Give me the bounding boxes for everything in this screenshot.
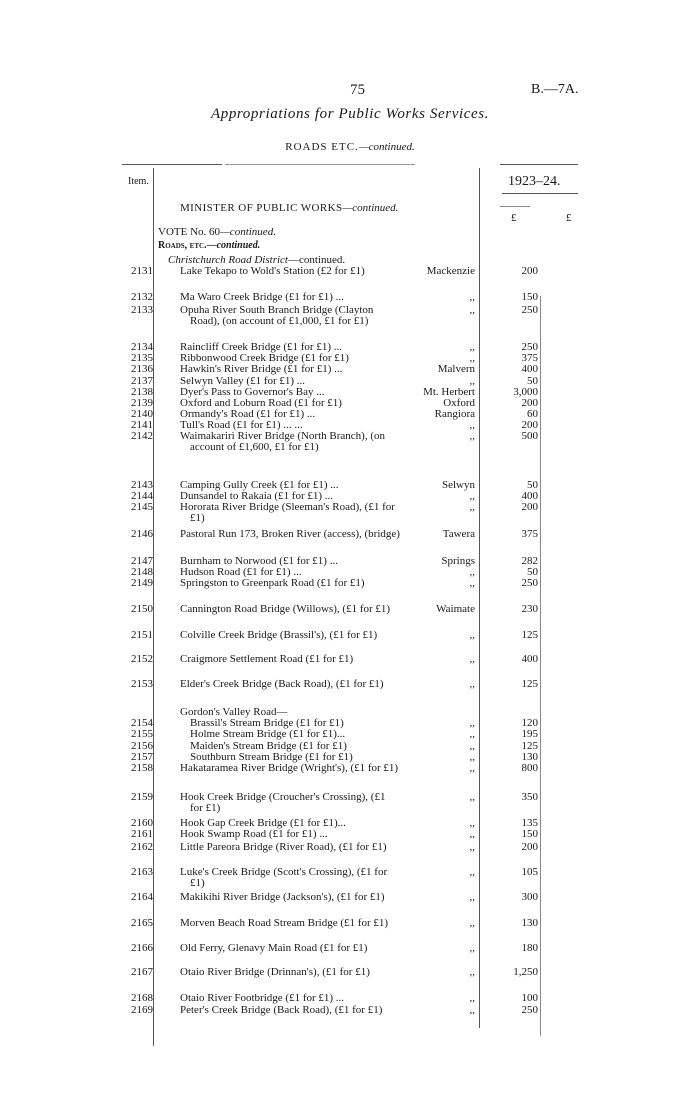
item-district: ,, <box>469 490 475 502</box>
item-description: Burnham to Norwood (£1 for £1) ... <box>180 555 338 567</box>
item-description: Opuha River South Branch Bridge (Clayton Road), (on account of £1,000, £1 for £1) <box>180 304 374 328</box>
item-district: ,, <box>469 430 475 442</box>
amount-column-rule-right <box>540 296 541 1036</box>
item-description: Peter's Creek Bridge (Back Road), (£1 for £1) <box>180 1004 383 1016</box>
item-description: Waimakariri River Bridge (North Branch), (on account of £1,600, £1 for £1) <box>180 430 385 454</box>
item-number: 2135 <box>131 352 153 364</box>
item-district: ,, <box>469 375 475 387</box>
item-amount: 375 <box>521 352 538 364</box>
item-description: Ma Waro Creek Bridge (£1 for £1) ... <box>180 291 344 303</box>
item-amount: 400 <box>521 490 538 502</box>
item-amount: 130 <box>521 751 538 763</box>
item-amount: 125 <box>521 629 538 641</box>
item-description: Maiden's Stream Bridge (£1 for £1) <box>190 740 347 752</box>
item-amount: 130 <box>521 917 538 929</box>
ministry-continued: —continued. <box>342 202 399 214</box>
item-district: ,, <box>469 629 475 641</box>
item-number: 2147 <box>131 555 153 567</box>
item-district: ,, <box>469 419 475 431</box>
vote-label: VOTE No. 60 <box>158 226 221 238</box>
item-district: ,, <box>469 653 475 665</box>
item-amount: 50 <box>527 375 538 387</box>
item-amount: 250 <box>521 304 538 316</box>
item-district: ,, <box>469 728 475 740</box>
item-amount: 1,250 <box>513 966 538 978</box>
item-amount: 282 <box>521 555 538 567</box>
item-district: ,, <box>469 304 475 316</box>
item-district: ,, <box>469 762 475 774</box>
year-column-header: 1923–24. <box>508 174 561 189</box>
pound-rule <box>500 206 530 207</box>
item-amount: 105 <box>521 866 538 878</box>
item-district: ,, <box>469 966 475 978</box>
item-amount: 500 <box>521 430 538 442</box>
vote-continued: —continued. <box>220 226 276 238</box>
item-district: Springs <box>441 555 475 567</box>
roads-heading <box>158 240 260 251</box>
item-district: ,, <box>469 891 475 903</box>
item-amount: 250 <box>521 341 538 353</box>
item-number: 2160 <box>131 817 153 829</box>
item-description: Craigmore Settlement Road (£1 for £1) <box>180 653 354 665</box>
item-number: 2156 <box>131 740 153 752</box>
item-amount: 200 <box>521 501 538 513</box>
item-number: 2161 <box>131 828 153 840</box>
item-amount: 150 <box>521 291 538 303</box>
item-district: Waimate <box>436 603 475 615</box>
item-number: 2146 <box>131 528 153 540</box>
item-district: ,, <box>469 291 475 303</box>
district-continued: —continued. <box>287 254 346 266</box>
item-number: 2154 <box>131 717 153 729</box>
item-description: Selwyn Valley (£1 for £1) ... <box>180 375 306 387</box>
item-amount: 125 <box>521 678 538 690</box>
item-amount: 60 <box>527 408 538 420</box>
item-district: Malvern <box>437 363 475 375</box>
item-description: Pastoral Run 173, Broken River (access), (bridge) <box>180 528 400 540</box>
item-district: ,, <box>469 992 475 1004</box>
item-description: Colville Creek Bridge (Brassil's), (£1 for £1) <box>180 629 378 641</box>
item-district: ,, <box>469 1004 475 1016</box>
roads-continued: —continued. <box>206 240 261 251</box>
item-description: Holme Stream Bridge (£1 for £1)... <box>190 728 346 740</box>
item-district: Mackenzie <box>426 265 475 277</box>
item-description: Southburn Stream Bridge (£1 for £1) <box>190 751 353 763</box>
item-description: Dunsandel to Rakaia (£1 for £1) ... <box>180 490 334 502</box>
item-amount: 50 <box>527 479 538 491</box>
item-number: 2142 <box>131 430 153 442</box>
table-top-rule-mid <box>225 164 415 165</box>
item-amount: 125 <box>521 740 538 752</box>
item-number: 2167 <box>131 966 153 978</box>
item-number: 2152 <box>131 653 153 665</box>
item-number: 2158 <box>131 762 153 774</box>
item-amount: 100 <box>521 992 538 1004</box>
item-number: 2153 <box>131 678 153 690</box>
item-district: Rangiora <box>434 408 475 420</box>
item-district: ,, <box>469 942 475 954</box>
item-district: ,, <box>469 740 475 752</box>
item-description: Tull's Road (£1 for £1) ... ... <box>180 419 303 431</box>
item-district: ,, <box>469 566 475 578</box>
item-description: Brassil's Stream Bridge (£1 for £1) <box>190 717 344 729</box>
item-amount: 200 <box>521 841 538 853</box>
item-amount: 135 <box>521 817 538 829</box>
item-description: Springston to Greenpark Road (£1 for £1) <box>180 577 365 589</box>
item-description: Luke's Creek Bridge (Scott's Crossing), (£1 for £1) <box>180 866 388 890</box>
item-description: Dyer's Pass to Governor's Bay ... <box>180 386 325 398</box>
item-number: 2164 <box>131 891 153 903</box>
item-number: 2159 <box>131 791 153 803</box>
item-description: Hakataramea River Bridge (Wright's), (£1 for £1) <box>180 762 399 774</box>
item-number: 2140 <box>131 408 153 420</box>
item-amount: 180 <box>521 942 538 954</box>
roads-label: Roads, etc. <box>158 240 207 251</box>
item-district: ,, <box>469 828 475 840</box>
item-description: Hudson Road (£1 for £1) ... <box>180 566 302 578</box>
item-amount: 200 <box>521 265 538 277</box>
page-number: 75 <box>350 82 365 98</box>
item-amount: 400 <box>521 363 538 375</box>
item-number: 2144 <box>131 490 153 502</box>
item-number: 2141 <box>131 419 153 431</box>
item-description: Old Ferry, Glenavy Main Road (£1 for £1) <box>180 942 368 954</box>
item-description: Morven Beach Road Stream Bridge (£1 for £1) <box>180 917 389 929</box>
item-amount: 250 <box>521 577 538 589</box>
item-description: Hawkin's River Bridge (£1 for £1) ... <box>180 363 343 375</box>
table-top-rule-left <box>122 164 222 165</box>
page-title: Appropriations for Public Works Services. <box>210 106 490 122</box>
item-description: Camping Gully Creek (£1 for £1) ... <box>180 479 339 491</box>
item-amount: 230 <box>521 603 538 615</box>
item-description: Ribbonwood Creek Bridge (£1 for £1) <box>180 352 349 364</box>
item-district: ,, <box>469 577 475 589</box>
item-number: 2133 <box>131 304 153 316</box>
item-description: Ormandy's Road (£1 for £1) ... <box>180 408 316 420</box>
item-number: 2149 <box>131 577 153 589</box>
item-number: 2166 <box>131 942 153 954</box>
item-number: 2165 <box>131 917 153 929</box>
item-district: ,, <box>469 341 475 353</box>
item-district: ,, <box>469 751 475 763</box>
item-amount: 350 <box>521 791 538 803</box>
item-district: ,, <box>469 841 475 853</box>
item-number: 2162 <box>131 841 153 853</box>
item-number: 2134 <box>131 341 153 353</box>
district-label: Christchurch Road District <box>168 254 288 266</box>
item-description: Otaio River Bridge (Drinnan's), (£1 for £1) <box>180 966 370 978</box>
item-district: ,, <box>469 817 475 829</box>
item-district: ,, <box>469 501 475 513</box>
item-number: 2163 <box>131 866 153 878</box>
item-description: Hook Swamp Road (£1 for £1) ... <box>180 828 328 840</box>
section-title <box>0 141 700 153</box>
item-number: 2148 <box>131 566 153 578</box>
item-column-header: Item. <box>128 176 149 187</box>
item-number: 2157 <box>131 751 153 763</box>
item-amount: 200 <box>521 397 538 409</box>
ministry-label: MINISTER OF PUBLIC WORKS <box>180 202 343 214</box>
document-reference: B.—7A. <box>531 82 579 97</box>
item-description: Cannington Road Bridge (Willows), (£1 for £1) <box>180 603 391 615</box>
item-district: Selwyn <box>442 479 475 491</box>
item-amount: 3,000 <box>513 386 538 398</box>
item-description: Oxford and Loburn Road (£1 for £1) <box>180 397 342 409</box>
item-description: Hook Gap Creek Bridge (£1 for £1)... <box>180 817 346 829</box>
item-amount: 250 <box>521 1004 538 1016</box>
item-description: Lake Tekapo to Wold's Station (£2 for £1) <box>180 265 365 277</box>
item-district: ,, <box>469 791 475 803</box>
item-amount: 300 <box>521 891 538 903</box>
table-top-rule-right <box>500 164 578 165</box>
item-number: 2155 <box>131 728 153 740</box>
item-number: 2150 <box>131 603 153 615</box>
item-amount: 120 <box>521 717 538 729</box>
item-amount: 400 <box>521 653 538 665</box>
item-description: Hook Creek Bridge (Croucher's Crossing), (£1 for £1) <box>180 791 386 815</box>
pound-sign-right: £ <box>566 212 572 224</box>
item-column-rule <box>153 168 154 1046</box>
item-number: 2168 <box>131 992 153 1004</box>
item-number: 2143 <box>131 479 153 491</box>
item-number: 2138 <box>131 386 153 398</box>
item-description: Elder's Creek Bridge (Back Road), (£1 for £1) <box>180 678 384 690</box>
item-district: ,, <box>469 717 475 729</box>
item-number: 2139 <box>131 397 153 409</box>
item-description: Hororata River Bridge (Sleeman's Road), (£1 for £1) <box>180 501 395 525</box>
item-number: 2169 <box>131 1004 153 1016</box>
section-continued: —continued. <box>358 141 415 153</box>
item-amount: 800 <box>521 762 538 774</box>
item-description: Raincliff Creek Bridge (£1 for £1) ... <box>180 341 343 353</box>
item-description: Little Pareora Bridge (River Road), (£1 for £1) <box>180 841 387 853</box>
item-number: 2145 <box>131 501 153 513</box>
pound-sign-left: £ <box>511 212 517 224</box>
item-amount: 50 <box>527 566 538 578</box>
year-underline <box>502 193 578 194</box>
item-district: Oxford <box>443 397 475 409</box>
item-description: Gordon's Valley Road— <box>180 706 288 718</box>
item-description: Otaio River Footbridge (£1 for £1) ... <box>180 992 345 1004</box>
amount-column-rule-left <box>479 168 480 1028</box>
section-label: ROADS ETC. <box>285 141 359 153</box>
item-district: ,, <box>469 678 475 690</box>
item-amount: 195 <box>521 728 538 740</box>
item-amount: 200 <box>521 419 538 431</box>
item-amount: 375 <box>521 528 538 540</box>
item-description: Makikihi River Bridge (Jackson's), (£1 for £1) <box>180 891 385 903</box>
item-number: 2132 <box>131 291 153 303</box>
item-district: ,, <box>469 917 475 929</box>
item-district: ,, <box>469 352 475 364</box>
item-number: 2151 <box>131 629 153 641</box>
item-district: Mt. Herbert <box>423 386 475 398</box>
item-district: ,, <box>469 866 475 878</box>
vote-heading <box>158 226 276 238</box>
item-number: 2131 <box>131 265 153 277</box>
ministry-heading <box>180 202 398 214</box>
item-amount: 150 <box>521 828 538 840</box>
item-number: 2136 <box>131 363 153 375</box>
item-district: Tawera <box>442 528 475 540</box>
item-number: 2137 <box>131 375 153 387</box>
